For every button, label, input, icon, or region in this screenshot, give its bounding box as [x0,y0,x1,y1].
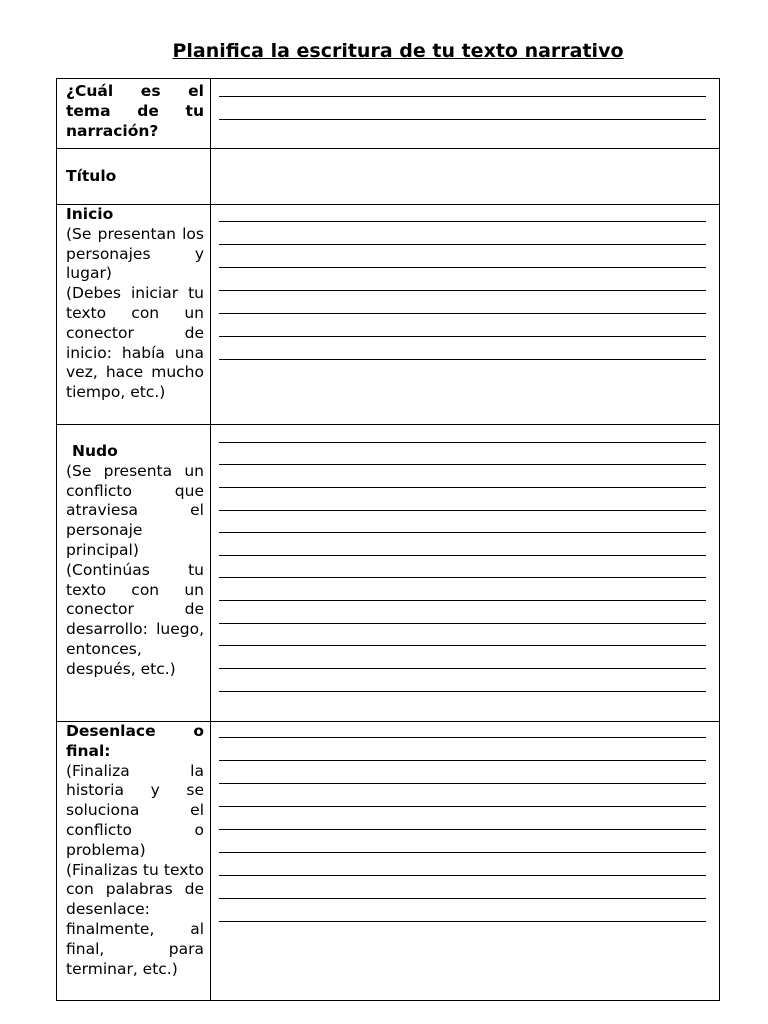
tema-question: ¿Cuál es el tema de tu narración? [66,82,204,140]
writing-line[interactable] [219,668,706,669]
writing-line[interactable] [219,464,706,465]
row-tema [57,79,720,149]
row-nudo [57,425,720,722]
writing-line[interactable] [219,96,706,97]
writing-line[interactable] [219,806,706,807]
label-cell-desenlace [57,722,211,1001]
answer-cell-tema[interactable] [211,79,720,149]
nudo-heading: Nudo [72,442,118,460]
writing-line[interactable] [219,532,706,533]
planning-table [56,78,720,1001]
writing-line[interactable] [219,487,706,488]
writing-line[interactable] [219,510,706,511]
inicio-heading: Inicio [66,205,114,223]
desenlace-instruction: (Finalizas tu texto con palabras de desenlace: finalmente, al final, para terminar, etc.) [66,860,204,978]
nudo-description: (Se presenta un conflicto que atraviesa el personaje principal) [66,461,204,559]
label-cell-tema [57,79,211,149]
titulo-label: Título [66,166,117,185]
worksheet-title: Planifica la escritura de tu texto narrativo [172,40,624,62]
writing-line[interactable] [219,313,706,314]
writing-line[interactable] [219,875,706,876]
label-cell-titulo [57,149,211,205]
label-cell-nudo [57,425,211,722]
writing-line[interactable] [219,829,706,830]
inicio-description: (Se presentan los personajes y lugar) [66,224,204,283]
writing-line[interactable] [219,267,706,268]
answer-cell-desenlace[interactable] [211,722,720,1001]
writing-line[interactable] [219,921,706,922]
writing-line[interactable] [219,119,706,120]
answer-cell-titulo[interactable] [211,149,720,205]
writing-line[interactable] [219,737,706,738]
writing-line[interactable] [219,645,706,646]
desenlace-heading: Desenlace o final: [66,722,204,760]
label-cell-inicio [57,205,211,425]
answer-cell-inicio[interactable] [211,205,720,425]
writing-line[interactable] [219,577,706,578]
writing-line[interactable] [219,336,706,337]
inicio-instruction: (Debes iniciar tu texto con un conector de inicio: había una vez, hace mucho tiempo, etc.) [66,284,204,402]
writing-line[interactable] [219,623,706,624]
writing-line[interactable] [219,600,706,601]
writing-line[interactable] [219,555,706,556]
writing-line[interactable] [219,290,706,291]
writing-line[interactable] [219,852,706,853]
writing-line[interactable] [219,760,706,761]
nudo-instruction: (Continúas tu texto con un conector de desarrollo: luego, entonces, después, etc.) [66,560,204,678]
writing-line[interactable] [219,359,706,360]
writing-line[interactable] [219,783,706,784]
writing-line[interactable] [219,442,706,443]
writing-line[interactable] [219,691,706,692]
row-desenlace [57,722,720,1001]
row-inicio [57,205,720,425]
writing-line[interactable] [219,221,706,222]
writing-line[interactable] [219,244,706,245]
desenlace-description: (Finaliza la historia y se soluciona el conflicto o problema) [66,761,204,859]
writing-line[interactable] [219,898,706,899]
answer-cell-nudo[interactable] [211,425,720,722]
row-titulo [57,149,720,205]
